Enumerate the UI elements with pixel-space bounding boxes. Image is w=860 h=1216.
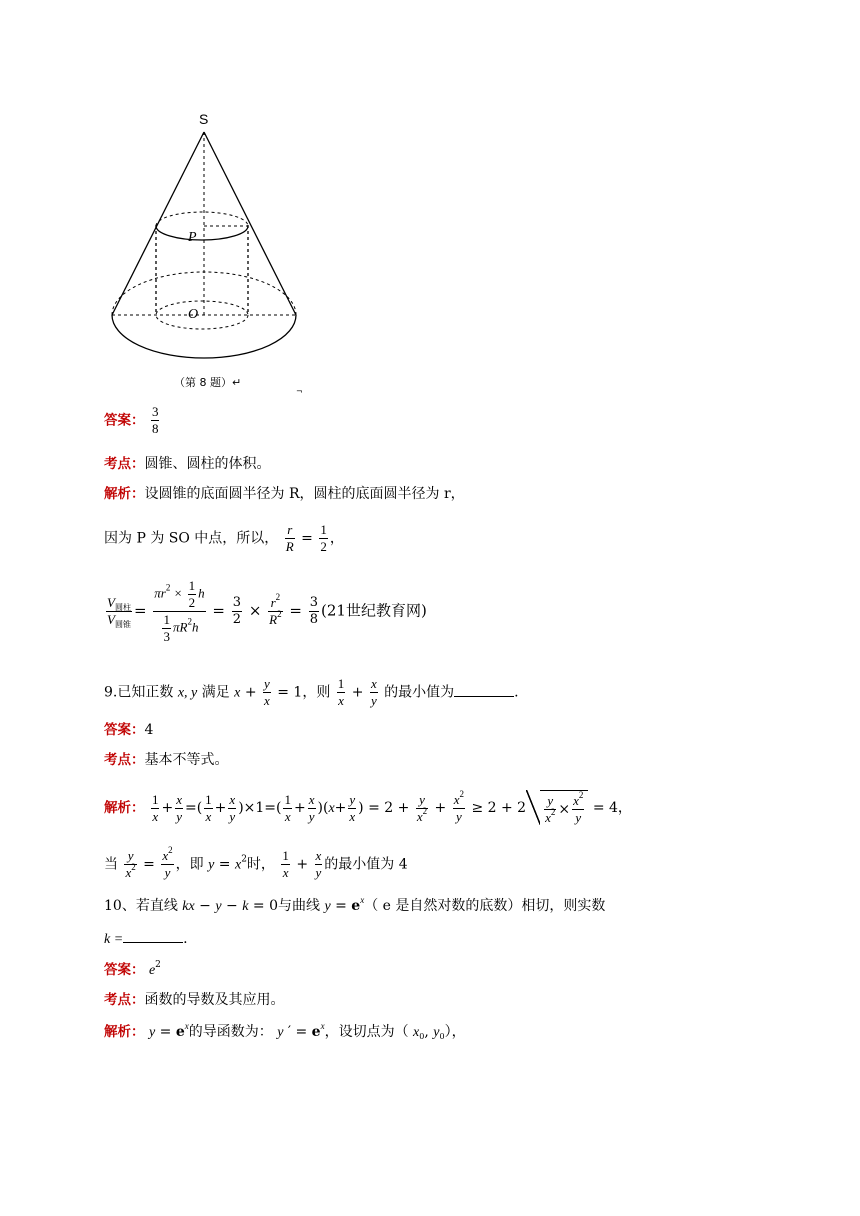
q9-mid: 满足: [201, 684, 230, 701]
answer-numerator: 3: [151, 404, 159, 419]
q10-answer: 答案： $e^2$: [104, 960, 161, 978]
answer-label: 答案: [104, 962, 131, 978]
q10-tangent-end: ），: [444, 1024, 466, 1040]
q9-point: 考点：基本不等式。: [104, 752, 229, 768]
v-cylinder-sub: 圆柱: [114, 603, 131, 612]
q10-point: 考点：函数的导数及其应用。: [104, 992, 285, 1008]
q8-ratio-line: 因为 P 为 SO 中点，所以， $\frac{r}{R}$ = $\frac{1}{2}$ ，: [104, 522, 344, 554]
figure-mark: ¬: [296, 387, 303, 396]
ratio-prefix: 因为 P 为 SO 中点，所以，: [104, 530, 279, 547]
q10-tangent-text: ，设切点为（: [324, 1024, 409, 1040]
q10-mid: 与曲线: [277, 898, 320, 914]
cone-cylinder-figure: [100, 100, 310, 400]
q10-analysis: 解析： $y = e^x$的导函数为： y ′ = $e^x$，设切点为（ $x_0$, $y_0$），: [104, 1021, 466, 1041]
label-s: S: [199, 111, 209, 127]
label-o: O: [188, 307, 199, 322]
q10-deriv-text: 的导函数为：: [188, 1024, 273, 1040]
q9-then: ，则: [302, 684, 331, 701]
label-p: P: [188, 230, 197, 245]
q9-stem: 9.已知正数 x, y 满足 x + $\frac{y}{x}$ = 1，则 $\frac{1}{x}$ + $\frac{x}{y}$ 的最小值为 .: [104, 676, 519, 708]
q8-volume-formula: $\frac{V_{圆柱}}{V_{圆锥}}$ = $\pi r^2$ × $\frac{1}{2}$ h $\frac{1}{3}$ $\pi R^2h$ = $\frac{3}{2}$ × $\frac{r^2}{R^2}$ = $\frac{3}{8}$ (21世纪教育网): [107, 578, 427, 644]
source-note: (21世纪教育网): [321, 601, 427, 620]
v-cone-sub: 圆锥: [114, 620, 131, 629]
analysis-label: 解析: [104, 800, 131, 816]
q10-k: k =: [104, 932, 124, 947]
q9-period: .: [514, 684, 519, 701]
point-label: 考点: [104, 992, 131, 1008]
q10-stem-line2: [104, 928, 188, 950]
point-text: 函数的导数及其应用。: [144, 992, 285, 1008]
q9-min-text: 的最小值为 4: [324, 856, 408, 873]
answer-denominator: 8: [151, 421, 159, 436]
q8-point: 考点：圆锥、圆柱的体积。: [104, 456, 271, 472]
q10-stem: 10、若直线 kx − y − k = 0与曲线 $y = e^x$（ e 是自然对数的底数）相切，则实数: [104, 895, 606, 914]
answer-label: 答案: [104, 412, 131, 429]
q9-ie: ，即: [175, 856, 204, 873]
q9-prefix: 9.已知正数: [104, 684, 174, 701]
q8-analysis: 解析：设圆锥的底面圆半径为 R，圆柱的底面圆半径为 r，: [104, 486, 465, 502]
q9-equality: 当 $\frac{y}{x^2}$ = $\frac{x^2}{y}$ ，即 $y = x^2$时， $\frac{1}{x}$ + $\frac{x}{y}$ 的最小值为 4: [104, 845, 408, 880]
q10-period: .: [183, 931, 188, 947]
analysis-label: 解析: [104, 1024, 131, 1040]
analysis-label: 解析: [104, 486, 131, 502]
point-text: 基本不等式。: [144, 752, 229, 768]
q9-answer: 答案：4: [104, 722, 154, 738]
q10-note: （ e 是自然对数的底数）相切，则实数: [364, 898, 606, 914]
answer-blank: [454, 682, 514, 697]
q10-prefix: 10、若直线: [104, 898, 178, 914]
answer-blank: [123, 928, 183, 943]
q9-time: 时，: [246, 856, 275, 873]
q9-when: 当: [104, 856, 118, 873]
answer-label: 答案: [104, 722, 131, 738]
analysis-text: 设圆锥的底面圆半径为 R，圆柱的底面圆半径为 r，: [144, 486, 465, 502]
point-label: 考点: [104, 752, 131, 768]
point-label: 考点: [104, 456, 131, 472]
point-text: 圆锥、圆柱的体积。: [144, 456, 271, 472]
q9-end: 的最小值为: [384, 684, 455, 701]
q9-vars: x, y: [177, 685, 198, 701]
answer-value: 4: [144, 722, 154, 738]
q9-analysis: 解析： $\frac{1}{x}$ + $\frac{x}{y}$ =( $\frac{1}{x}$ + $\frac{x}{y}$ )×1=( $\frac{1}{x}$ + $\frac{x}{y}$ )(x+ $\frac{y}{x}$ ) = 2 + $\frac{y}{x^2}$ + $\frac{x^2}{y}$ ≥ 2 + 2 $\frac{y}{x^2}$ × $\frac{x^2}{y}$ = 4，: [104, 788, 632, 825]
figure-caption: （第 8 题）↵: [174, 376, 242, 389]
q8-answer: 答案： $\frac{3}{8}$: [104, 404, 159, 436]
